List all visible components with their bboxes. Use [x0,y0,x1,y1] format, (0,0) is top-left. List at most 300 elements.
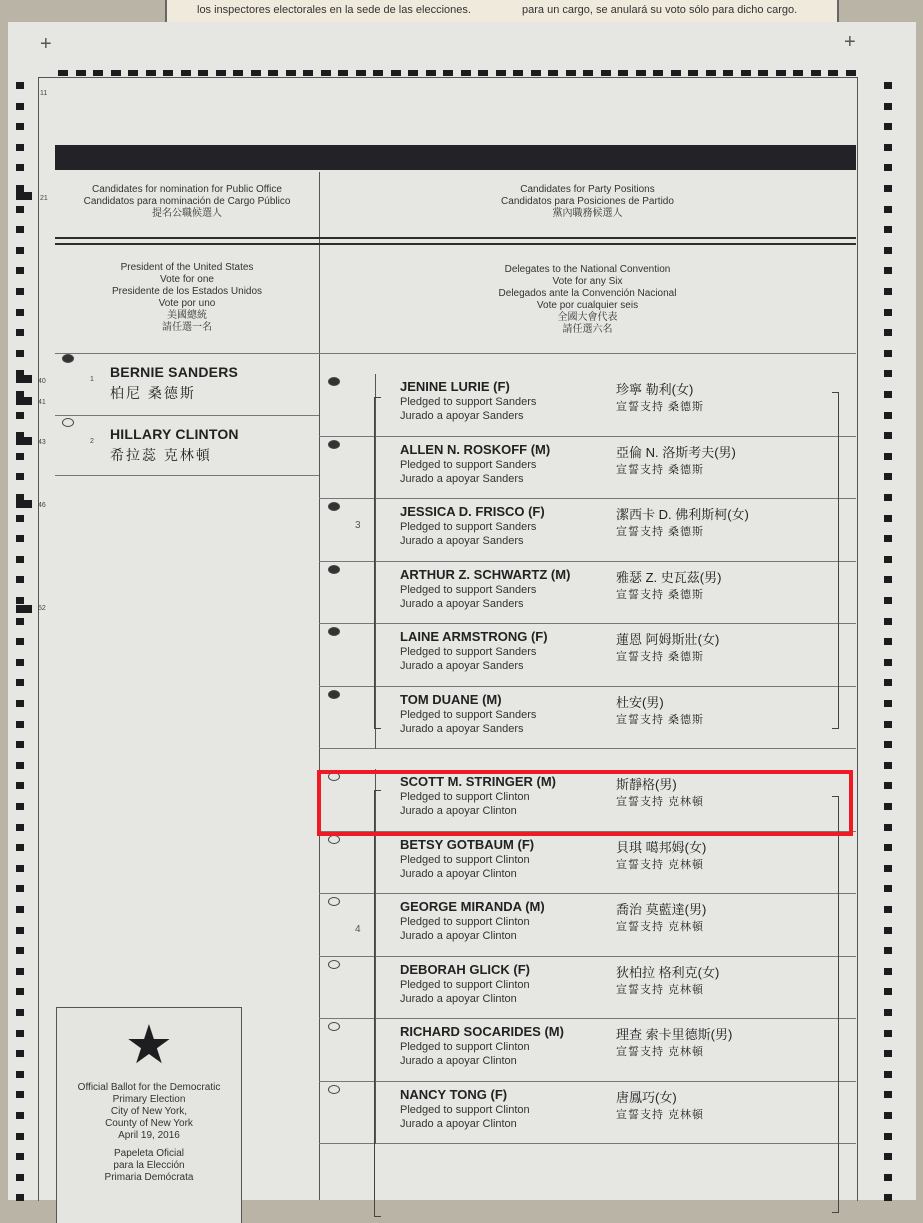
highlight-box [317,770,853,836]
timing-mark [111,70,121,76]
timing-mark [884,1071,892,1078]
president-title-zh: 美國總統 [167,310,207,321]
timing-mark [16,437,32,445]
vote-oval-delegate[interactable] [328,565,340,574]
timing-mark [16,247,24,254]
timing-mark [478,70,488,76]
delegates-vote-es: Vote por cualquier seis [536,300,639,311]
timing-mark [16,1174,24,1181]
president-vote-zh: 請任選一名 [162,322,212,333]
party-positions-header-en: Candidates for Party Positions [520,184,655,195]
pledge-zh: 宣誓支持 克林頓 [616,796,705,808]
pledge-en: Pledged to support Sanders [400,521,537,533]
pledge-en: Pledged to support Sanders [400,458,537,471]
vote-oval-clinton[interactable] [62,418,74,427]
candidate-name-zh-sanders: 柏尼 桑德斯 [110,385,196,401]
candidate-name-sanders: BERNIE SANDERS [110,364,239,380]
timing-mark [16,164,24,171]
candidate-rule [55,415,319,416]
delegate-row-rule [319,561,856,562]
line-number: 40 [38,378,46,385]
timing-mark [884,350,892,357]
delegate-row-rule [319,893,856,894]
office-rule [55,353,856,354]
timing-mark [16,192,32,200]
timing-mark [884,721,892,728]
timing-mark [303,70,313,76]
vote-oval-delegate[interactable] [328,897,340,906]
delegate-name: GEORGE MIRANDA (M) [400,899,545,914]
timing-mark [884,988,892,995]
delegate-name-zh: 斯靜格(男) [616,777,677,792]
timing-mark [16,576,24,583]
timing-mark [884,412,892,419]
timing-mark [884,782,892,789]
timing-mark [93,70,103,76]
timing-mark [16,988,24,995]
timing-mark [884,1133,892,1140]
timing-mark [16,412,24,419]
timing-mark [216,70,226,76]
line-number: 21 [40,195,48,202]
public-office-header-en: Candidates for nomination for Public Office [92,184,282,195]
timing-mark [16,638,24,645]
pledge-es: Jurado a apoyar Clinton [400,992,517,1005]
seal-line: para la Elección [113,1160,185,1171]
sanders-group-bracket-right [832,392,839,729]
timing-mark [884,556,892,563]
timing-mark [58,70,68,76]
timing-mark [16,397,32,405]
pledge-es: Jurado a apoyar Clinton [400,930,517,942]
timing-mark [884,144,892,151]
pledge-es: Jurado a apoyar Clinton [400,805,517,817]
timing-mark [16,375,32,383]
timing-mark [723,70,733,76]
delegates-vote-en: Vote for any Six [552,276,623,287]
timing-mark [618,70,628,76]
delegate-name: RICHARD SOCARIDES (M) [400,1024,564,1039]
pledge-en: Pledged to support Sanders [400,646,537,658]
timing-mark [16,1009,24,1016]
timing-mark [16,927,24,934]
seal-line: Official Ballot for the Democratic [77,1082,221,1093]
timing-mark [884,267,892,274]
timing-mark [461,70,471,76]
timing-mark [233,70,243,76]
timing-mark [583,70,593,76]
timing-mark [16,618,24,625]
timing-mark [16,947,24,954]
timing-mark [884,82,892,89]
line-number: 43 [38,439,46,446]
timing-mark [16,844,24,851]
group-number: 4 [355,924,361,935]
delegates-title-zh: 全國大會代表 [557,312,618,323]
timing-mark [16,605,32,613]
timing-mark [758,70,768,76]
clinton-group-bracket-left [374,790,381,1217]
timing-mark [16,82,24,89]
timing-mark [828,70,838,76]
timing-mark [16,906,24,913]
timing-mark [513,70,523,76]
timing-mark [884,535,892,542]
delegate-name-zh: 杜安(男) [616,694,664,710]
delegate-name-zh: 理查 索卡里德斯(男) [616,1027,733,1042]
timing-mark [884,865,892,872]
pledge-es: Jurado a apoyar Sanders [400,722,524,735]
seal-line: City of New York, [110,1106,188,1117]
timing-mark [884,679,892,686]
timing-mark [884,1194,892,1201]
timing-mark [443,70,453,76]
timing-mark [16,556,24,563]
clinton-group-bracket-right [832,796,839,1213]
delegate-name-zh: 喬治 莫藍達(男) [616,902,707,917]
vote-oval-sanders[interactable] [62,354,74,363]
party-positions-header-es: Candidatos para Posiciones de Partido [501,196,674,207]
timing-mark [16,597,24,604]
public-office-header-zh: 提名公職候選人 [152,208,222,219]
timing-mark [496,70,506,76]
timing-mark [286,70,296,76]
delegate-name: DEBORAH GLICK (F) [400,961,530,977]
header-rule [55,237,856,239]
timing-mark [884,185,892,192]
delegates-title-en: Delegates to the National Convention [504,264,671,275]
timing-mark [811,70,821,76]
timing-mark [16,453,24,460]
timing-mark [16,1050,24,1057]
timing-mark [16,226,24,233]
timing-mark [548,70,558,76]
timing-mark [884,391,892,398]
timing-mark [884,370,892,377]
vote-oval-delegate[interactable] [328,377,340,386]
ballot-sheet [8,22,916,1200]
sanders-group-bracket-left [374,397,381,729]
timing-mark [884,226,892,233]
pledge-es: Jurado a apoyar Sanders [400,597,524,610]
timing-mark [16,1071,24,1078]
pledge-zh: 宣誓支持 桑德斯 [616,526,705,538]
pledge-zh: 宣誓支持 桑德斯 [616,713,705,726]
delegate-row-rule [319,1081,856,1082]
timing-mark [16,700,24,707]
seal-line: Primary Election [112,1094,186,1105]
timing-mark [688,70,698,76]
timing-mark [16,824,24,831]
timing-mark [391,70,401,76]
delegate-name: SCOTT M. STRINGER (M) [400,774,556,789]
pledge-es: Jurado a apoyar Clinton [400,867,517,880]
delegate-row-rule [319,956,856,957]
timing-mark [16,329,24,336]
slip-left-text: los inspectores electorales en la sede de las elecciones. [197,4,471,16]
timing-mark [884,247,892,254]
pledge-zh: 宣誓支持 克林頓 [616,921,705,933]
president-office-title [55,262,319,334]
pledge-zh: 宣誓支持 克林頓 [616,983,705,996]
president-vote-es: Vote por uno [158,298,216,309]
timing-mark [884,164,892,171]
delegate-row-rule [319,1018,856,1019]
delegate-name: NANCY TONG (F) [400,1086,508,1102]
timing-mark [884,885,892,892]
seal-line: Papeleta Oficial [113,1148,185,1159]
delegate-name-zh: 貝琪 噶邦姆(女) [616,839,707,855]
timing-mark [884,659,892,666]
timing-mark [16,103,24,110]
delegate-name-zh: 珍寧 勒利(女) [616,382,694,397]
timing-mark [251,70,261,76]
delegates-title-es: Delegados ante la Convención Nacional [498,288,677,299]
public-office-header [55,184,319,220]
timing-mark [884,473,892,480]
vote-oval-delegate[interactable] [328,690,340,699]
timing-mark [884,700,892,707]
timing-mark [566,70,576,76]
timing-mark [884,968,892,975]
pledge-en: Pledged to support Clinton [400,1103,530,1116]
candidate-name-zh-clinton: 希拉蕊 克林頓 [110,447,212,463]
timing-mark [16,865,24,872]
timing-mark [884,123,892,130]
timing-mark [16,500,32,508]
timing-mark [884,288,892,295]
registration-plus-icon: + [844,31,856,53]
timing-mark [884,103,892,110]
delegate-name-zh: 蓮恩 阿姆斯壯(女) [616,632,720,647]
timing-mark [884,1112,892,1119]
candidate-name-clinton: HILLARY CLINTON [110,426,239,442]
delegate-row-rule [319,498,856,499]
pledge-en: Pledged to support Clinton [400,916,530,928]
timing-mark [884,741,892,748]
vote-oval-delegate[interactable] [328,502,340,511]
vote-oval-delegate[interactable] [328,627,340,636]
pledge-zh: 宣誓支持 克林頓 [616,1108,705,1121]
pledge-en: Pledged to support Sanders [400,708,537,721]
timing-mark [884,1153,892,1160]
line-number: 41 [38,399,46,406]
delegate-name: BETSY GOTBAUM (F) [400,836,535,852]
timing-mark [884,1174,892,1181]
timing-mark [198,70,208,76]
president-vote-en: Vote for one [160,274,214,285]
delegate-row-rule [319,686,856,687]
delegate-name: TOM DUANE (M) [400,691,502,707]
timing-mark [16,350,24,357]
pledge-en: Pledged to support Clinton [400,978,530,991]
timing-mark [16,1153,24,1160]
timing-mark [16,288,24,295]
vote-oval-delegate[interactable] [328,1022,340,1031]
timing-mark [16,1091,24,1098]
timing-mark [16,782,24,789]
delegate-row-rule [319,748,856,749]
timing-mark [16,1194,24,1201]
timing-mark [16,206,24,213]
timing-mark [531,70,541,76]
timing-mark [884,762,892,769]
timing-mark [146,70,156,76]
timing-mark [16,885,24,892]
timing-mark [884,1009,892,1016]
official-ballot-seal [56,1007,242,1223]
group-number: 3 [355,520,361,531]
timing-mark [16,309,24,316]
timing-mark [884,844,892,851]
vote-oval-delegate[interactable] [328,960,340,969]
timing-mark [884,494,892,501]
timing-mark [884,576,892,583]
timing-mark [671,70,681,76]
timing-mark [884,1050,892,1057]
timing-mark [16,535,24,542]
timing-mark [884,515,892,522]
delegate-name-zh: 唐鳳巧(女) [616,1089,677,1105]
timing-mark [741,70,751,76]
timing-mark [408,70,418,76]
pledge-es: Jurado a apoyar Sanders [400,472,524,485]
public-office-header-es: Candidatos para nominación de Cargo Público [83,196,291,207]
line-number: 46 [38,502,46,509]
timing-mark [16,1133,24,1140]
timing-mark [884,1091,892,1098]
timing-mark [16,762,24,769]
pledge-zh: 宣誓支持 桑德斯 [616,463,705,476]
timing-mark [16,144,24,151]
timing-mark [884,432,892,439]
timing-mark [426,70,436,76]
candidate-number: 2 [90,438,94,445]
candidate-rule [55,475,319,476]
pledge-zh: 宣誓支持 桑德斯 [616,401,705,413]
timing-mark [338,70,348,76]
party-positions-header [319,184,856,220]
timing-mark [884,824,892,831]
timing-mark [884,618,892,625]
timing-mark [16,803,24,810]
timing-mark [884,638,892,645]
timing-mark [373,70,383,76]
timing-mark [16,123,24,130]
pledge-en: Pledged to support Clinton [400,853,530,866]
timing-mark [16,968,24,975]
delegate-row-rule [319,623,856,624]
timing-mark [706,70,716,76]
delegate-name: ARTHUR Z. SCHWARTZ (M) [400,566,571,582]
slip-right-text: para un cargo, se anulará su voto sólo para dicho cargo. [522,4,798,16]
timing-mark [884,309,892,316]
timing-mark [16,267,24,274]
timing-mark [16,659,24,666]
timing-mark [16,1112,24,1119]
delegates-office-title [319,264,856,336]
timing-mark [636,70,646,76]
pledge-zh: 宣誓支持 克林頓 [616,858,705,871]
pledge-en: Pledged to support Clinton [400,1041,530,1053]
timing-mark [884,927,892,934]
timing-mark [793,70,803,76]
party-positions-header-zh: 黨內職務候選人 [552,208,623,219]
ballot-header-band [55,145,856,170]
timing-mark [16,185,24,192]
background-paper-slip [165,0,839,24]
timing-mark [16,473,24,480]
timing-mark [601,70,611,76]
timing-mark [321,70,331,76]
seal-line: County of New York [105,1118,193,1129]
timing-mark [181,70,191,76]
candidate-number: 1 [90,376,94,383]
registration-plus-icon: + [40,33,52,55]
header-rule [55,243,856,245]
delegate-name: JENINE LURIE (F) [400,379,510,394]
pledge-zh: 宣誓支持 桑德斯 [616,588,705,601]
timing-mark [884,206,892,213]
delegate-name-zh: 狄柏拉 格利克(女) [616,964,720,980]
vote-oval-delegate[interactable] [328,440,340,449]
delegate-name: ALLEN N. ROSKOFF (M) [400,441,551,457]
president-title-es: Presidente de los Estados Unidos [111,286,263,297]
timing-mark [884,329,892,336]
timing-mark [884,453,892,460]
delegate-name-zh: 亞倫 N. 洛斯考夫(男) [616,444,736,460]
line-number: 52 [38,605,46,612]
pledge-en: Pledged to support Clinton [400,791,530,803]
timing-mark [16,679,24,686]
timing-mark [776,70,786,76]
pledge-en: Pledged to support Sanders [400,396,537,408]
timing-mark [653,70,663,76]
delegate-name: LAINE ARMSTRONG (F) [400,629,548,644]
timing-mark [884,803,892,810]
timing-mark [16,1030,24,1037]
timing-mark [846,70,856,76]
delegates-vote-zh: 請任選六名 [562,324,613,335]
president-title-en: President of the United States [120,262,254,273]
timing-mark [356,70,366,76]
timing-mark [884,1030,892,1037]
timing-mark [884,906,892,913]
delegate-name: JESSICA D. FRISCO (F) [400,504,545,519]
timing-mark [16,721,24,728]
timing-mark [163,70,173,76]
pledge-es: Jurado a apoyar Sanders [400,660,524,672]
vote-oval-delegate[interactable] [328,1085,340,1094]
pledge-zh: 宣誓支持 桑德斯 [616,651,705,663]
delegate-name-zh: 雅瑟 Z. 史瓦茲(男) [616,569,722,585]
pledge-en: Pledged to support Sanders [400,583,537,596]
delegate-row-rule [319,436,856,437]
pledge-zh: 宣誓支持 克林頓 [616,1046,705,1058]
line-number: 11 [40,90,48,97]
timing-mark [128,70,138,76]
delegate-name-zh: 潔西卡 D. 佛利斯柯(女) [616,507,749,522]
timing-mark [884,597,892,604]
pledge-es: Jurado a apoyar Sanders [400,410,524,422]
timing-mark [76,70,86,76]
timing-mark [884,947,892,954]
pledge-es: Jurado a apoyar Sanders [400,535,524,547]
seal-line: April 19, 2016 [118,1130,180,1141]
pledge-es: Jurado a apoyar Clinton [400,1117,517,1130]
timing-mark [268,70,278,76]
star-icon: ★ [124,1015,174,1075]
